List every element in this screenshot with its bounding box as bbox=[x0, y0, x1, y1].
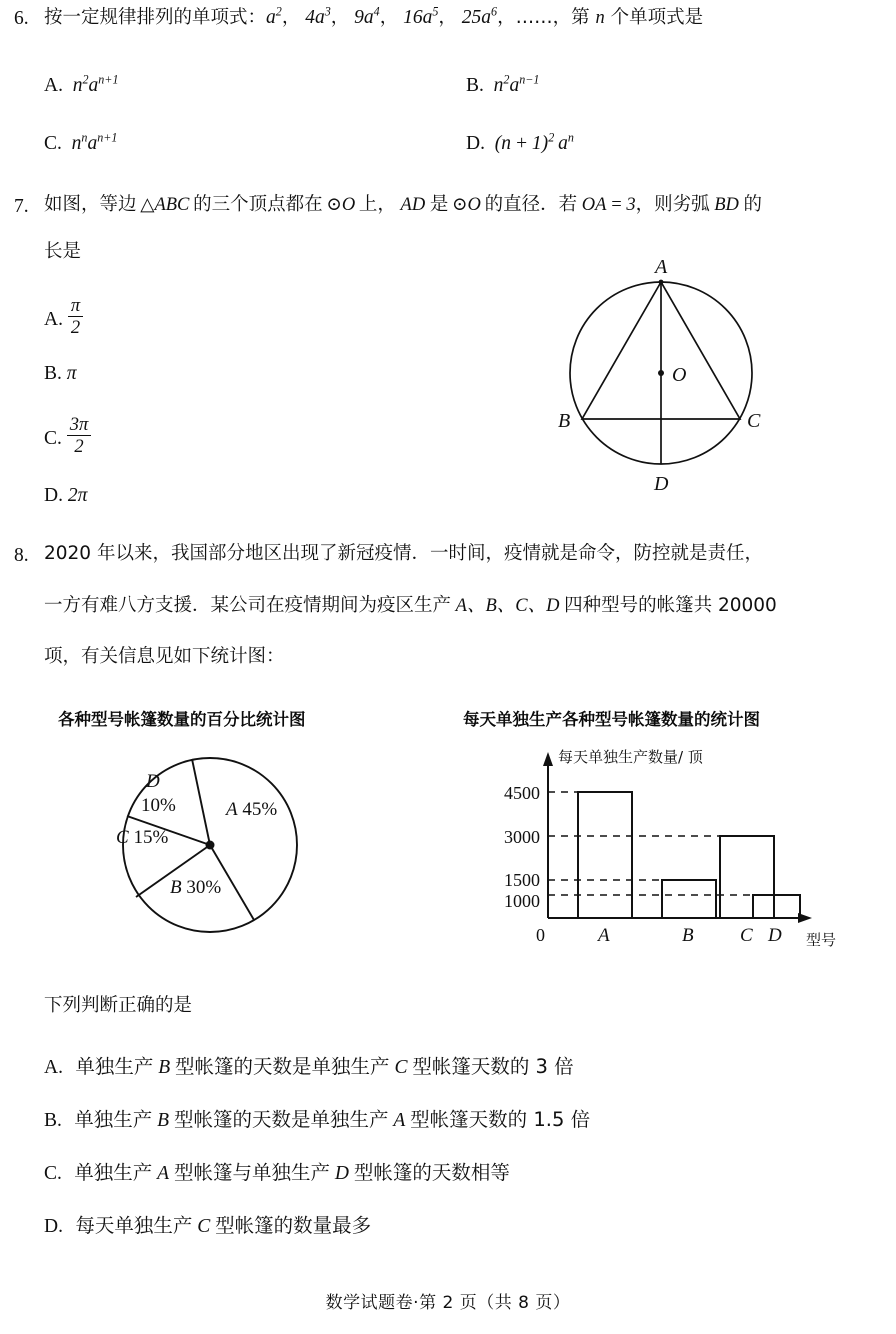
pie-label-d-value: 10% bbox=[141, 795, 176, 816]
xtick-b: B bbox=[682, 925, 694, 946]
question-7-option-d[interactable] bbox=[44, 485, 87, 507]
option-d-value: $(n + 1)^2$ $a^n$ bbox=[489, 130, 574, 154]
option-a-fraction: $\frac{\pi}{2}$ bbox=[68, 296, 83, 338]
option-c-label: C. bbox=[44, 133, 62, 154]
option-d-value: 2π bbox=[67, 485, 88, 506]
xtick-c: C bbox=[740, 925, 753, 946]
pie-chart-figure bbox=[108, 745, 318, 955]
option-d-label: D. bbox=[44, 485, 63, 506]
pie-label-a: A 45% bbox=[226, 799, 278, 820]
question-7-option-b[interactable] bbox=[44, 363, 77, 385]
bar-chart-figure bbox=[470, 740, 860, 960]
label-a: A bbox=[655, 256, 668, 278]
option-c-label: C. bbox=[44, 428, 62, 450]
option-b-label: B. bbox=[466, 75, 484, 96]
question-8-option-a[interactable] bbox=[44, 1051, 574, 1079]
pie-label-b: B 30% bbox=[170, 877, 222, 898]
question-8-option-c[interactable] bbox=[44, 1157, 510, 1185]
bar-chart-title: 每天单独生产各种型号帐篷数量的统计图 bbox=[463, 710, 760, 729]
bar-chart-svg bbox=[470, 740, 860, 955]
y-axis-label: 每天单独生产数量/ 顶 bbox=[558, 748, 703, 766]
option-a-value: $n^2a^{n+1}$ bbox=[67, 72, 119, 96]
circle-diagram-svg bbox=[548, 255, 798, 510]
option-c-label: C. bbox=[44, 1163, 62, 1184]
option-b-label: B. bbox=[44, 1110, 62, 1131]
question-8-stem-line2: 一方有难八方支援．某公司在疫情期间为疫区生产 A、B、C、D 四种型号的帐篷共 20000 bbox=[44, 595, 777, 616]
option-b-value: $n^2a^{n-1}$ bbox=[488, 72, 540, 96]
pie-label-d-letter: D bbox=[146, 771, 160, 792]
label-o: O bbox=[672, 364, 687, 386]
option-a-text: 单独生产 B 型帐篷的天数是单独生产 C 型帐篷天数的 3 倍 bbox=[69, 1055, 574, 1078]
pie-center-dot bbox=[206, 841, 215, 850]
question-6-option-a[interactable] bbox=[44, 72, 119, 97]
label-d: D bbox=[654, 473, 669, 495]
option-d-text: 每天单独生产 C 型帐篷的数量最多 bbox=[69, 1214, 372, 1237]
option-b-text: 单独生产 B 型帐篷的天数是单独生产 A 型帐篷天数的 1.5 倍 bbox=[68, 1108, 591, 1131]
question-6-stem-prefix: 按一定规律排列的单项式： bbox=[44, 7, 267, 28]
pie-label-c: C 15% bbox=[116, 827, 169, 848]
question-8-stem-line1: 2020 年以来，我国部分地区出现了新冠疫情．一时间，疫情就是命令，防控就是责任， bbox=[44, 543, 763, 564]
question-7-stem-line2: 长是 bbox=[44, 241, 82, 262]
option-b-value: π bbox=[66, 363, 77, 384]
pie-divider-da bbox=[192, 759, 210, 845]
page-footer: 数学试题卷·第 2 页（共 8 页） bbox=[325, 1293, 571, 1313]
option-a-label: A. bbox=[44, 75, 63, 96]
question-6-option-d[interactable] bbox=[466, 130, 574, 155]
ytick-1500: 1500 bbox=[504, 870, 540, 890]
question-7-option-c[interactable] bbox=[44, 415, 91, 457]
option-b-label: B. bbox=[44, 363, 62, 384]
option-d-label: D. bbox=[44, 1216, 63, 1237]
pie-chart-title: 各种型号帐篷数量的百分比统计图 bbox=[58, 710, 306, 729]
question-8-stem-line3: 项，有关信息见如下统计图： bbox=[44, 646, 285, 667]
question-6-stem bbox=[44, 4, 704, 28]
question-7-figure bbox=[548, 255, 798, 515]
question-6-sequence: $a^2$， $4a^3$， $9a^4$， $16a^5$， $25a^6$，……， bbox=[266, 4, 572, 28]
option-c-text: 单独生产 A 型帐篷与单独生产 D 型帐篷的天数相等 bbox=[68, 1161, 510, 1184]
question-6-stem-suffix: 第 n 个单项式是 bbox=[571, 7, 704, 28]
question-6-option-c[interactable] bbox=[44, 130, 118, 155]
question-7-option-a[interactable] bbox=[44, 296, 83, 338]
ytick-3000: 3000 bbox=[504, 827, 540, 847]
ytick-1000: 1000 bbox=[504, 891, 540, 911]
y-axis-arrow bbox=[543, 752, 553, 766]
question-6-option-b[interactable] bbox=[466, 72, 540, 97]
bar-d bbox=[753, 895, 800, 918]
question-6-number: 6. bbox=[14, 8, 29, 29]
question-8-prompt: 下列判断正确的是 bbox=[44, 995, 193, 1016]
question-8-number: 8. bbox=[14, 545, 29, 566]
bar-b bbox=[662, 880, 716, 918]
option-c-fraction: $\frac{3\pi}{2}$ bbox=[67, 415, 92, 457]
option-a-label: A. bbox=[44, 1057, 63, 1078]
center-point-o bbox=[658, 370, 664, 376]
option-d-label: D. bbox=[466, 133, 485, 154]
question-8-option-d[interactable] bbox=[44, 1210, 371, 1238]
x-axis-label: 型号 bbox=[806, 931, 837, 949]
question-7-number: 7. bbox=[14, 196, 29, 217]
vertex-a-dot bbox=[659, 280, 664, 285]
origin-label: 0 bbox=[536, 925, 545, 945]
option-a-label: A. bbox=[44, 309, 63, 331]
option-c-value: $n^na^{n+1}$ bbox=[66, 130, 118, 154]
question-8-option-b[interactable] bbox=[44, 1104, 590, 1132]
ytick-4500: 4500 bbox=[504, 783, 540, 803]
bar-c bbox=[720, 836, 774, 918]
pie-chart-svg bbox=[108, 745, 318, 950]
label-c: C bbox=[747, 410, 761, 432]
question-7-stem-line1: 如图，等边 △ABC 的三个顶点都在 ⊙O 上， AD 是 ⊙O 的直径．若 OA = 3，则劣弧 BD 的 bbox=[44, 194, 763, 215]
bar-a bbox=[578, 792, 632, 918]
xtick-d: D bbox=[768, 925, 782, 946]
label-b: B bbox=[558, 410, 571, 432]
xtick-a: A bbox=[598, 925, 610, 946]
